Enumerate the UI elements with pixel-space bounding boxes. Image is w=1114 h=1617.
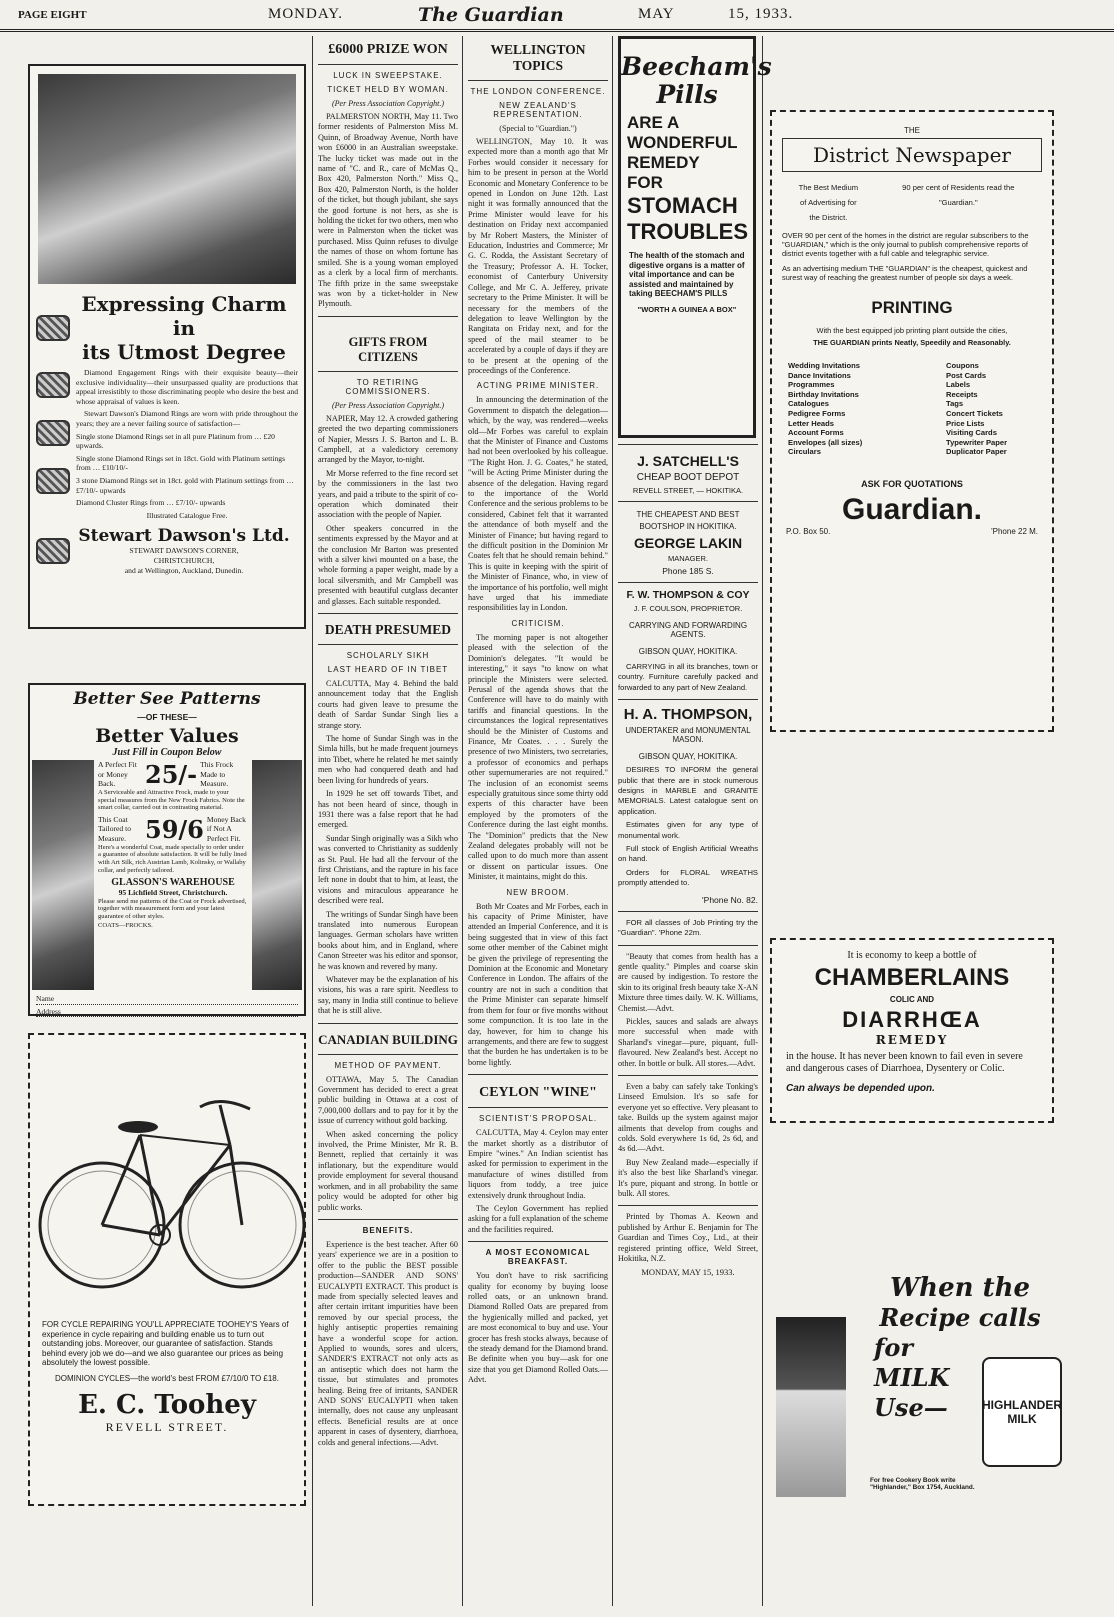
beauty-advt: "Beauty that comes from health has a gentle quality." Pimples and coarse skin are caused by indigestion. To restore the skin to its original fresh beauty take X-AN Mixture three times daily. W. K. Williams, Chemist.—Advt. — [618, 951, 758, 1013]
death-headline: DEATH PRESUMED — [324, 622, 452, 638]
beecham-tagline: "WORTH A GUINEA A BOX" — [637, 304, 737, 314]
column-3 — [468, 36, 608, 1611]
glasson-h2: —OF THESE— — [137, 712, 197, 722]
chamberlain-ad — [770, 938, 1054, 1123]
district-medium-text: "Guardian." — [938, 198, 978, 207]
ring-icon — [36, 468, 70, 494]
district-medium-text: 90 per cent of Residents read the — [902, 183, 1015, 192]
printing-note: FOR all classes of Job Printing try the "Guardian". 'Phone 22m. — [618, 917, 758, 938]
highlander-line: Recipe calls — [879, 1303, 1041, 1332]
ha-thompson-name: H. A. THOMPSON, — [623, 706, 753, 724]
glasson-h1: Better See Patterns — [73, 689, 261, 709]
column-rule — [612, 36, 613, 1606]
toohey-street: REVELL STREET. — [105, 1419, 229, 1434]
pickles-advt: Pickles, sauces and salads are always more successful when made with Sharland's vinegar—pure, piquant, full-flavoured. New Zealand's best. Accept no other. In bottle or bulk. All stores.—Advt. — [618, 1016, 758, 1068]
ha-thompson-quay: GIBSON QUAY, HOKITIKA. — [638, 752, 738, 762]
guardian-logo: Guardian. — [841, 492, 983, 526]
beecham-ad — [618, 36, 772, 438]
ceylon-body: The Ceylon Government has replied asking for a full explanation of the scheme and the facilities required. — [468, 1203, 608, 1234]
frock-desc: A Serviceable and Attractive Frock, made to your special measures from the New Frock Fabrics. Note the smart collar, carried out in contrasting material. — [98, 789, 245, 812]
toohey-ad — [28, 1033, 306, 1506]
dawson-line: Diamond Cluster Rings from … £7/10/- upwards — [76, 498, 226, 508]
fashion-illustration — [252, 760, 302, 990]
fw-thompson-body: CARRYING in all its branches, town or country. Furniture carefully packed and forwarded to any part of New Zealand. — [618, 662, 758, 692]
frock-right: This Frock Made to Measure. — [200, 760, 234, 789]
beecham-line: WONDERFUL — [627, 133, 738, 152]
satchell-manager-title: MANAGER. — [667, 554, 708, 563]
district-medium-text: the District. — [809, 213, 848, 222]
fw-thompson-name: F. W. THOMPSON & COY — [626, 589, 750, 601]
prize-body: PALMERSTON NORTH, May 11. Two former residents of Palmerston Miss M. Quinn, of Broadway Avenue, North have won £6000 in an Australian sweepstake. The lucky ticket was made out in the name of "C. and R., care of McMas Q., Box 420, Palmerston North." Miss Q., Box 420, Palmerston North, is the holder of the ticket, but though jubilant, she says the good fortune is not hers, as she is holding the ticket for two others, men who were in Palmerston when the ticket was purchased. Miss Quinn refuses to divulge the names of those on whom fortune has smiled. She is a young woman employed as a clerk by a local firm of merchants. The fifth prize in the same sweepstake was won by a ticket-holder in New Plymouth. — [318, 112, 458, 309]
chamberlain-remedy: REMEDY — [875, 1033, 949, 1047]
fw-thompson-carry: CARRYING AND FORWARDING AGENTS. — [628, 621, 748, 639]
prize-headline: £6000 PRIZE WON — [328, 42, 448, 57]
ceylon-sub: SCIENTIST'S PROPOSAL. — [478, 1114, 598, 1124]
coupon-name-field[interactable]: Name — [36, 994, 298, 1005]
benefits-headline: BENEFITS. — [362, 1225, 414, 1235]
district-medium-text: of Advertising for — [800, 198, 857, 207]
wellington-subhead: CRITICISM. — [511, 618, 565, 628]
beecham-line: FOR — [627, 173, 663, 192]
chamberlain-colic: COLIC AND — [889, 995, 935, 1004]
glasson-coupon: Please send me patterns of the Coat or Frock advertised, together with measurement form and your latest guarantee of other styles. — [98, 897, 247, 920]
ring-icon — [36, 315, 70, 341]
highlander-line: for — [874, 1333, 913, 1362]
printing-p4: THE GUARDIAN prints Neatly, Speedily and Reasonably. — [813, 338, 1011, 347]
milk-can-icon — [982, 1357, 1062, 1467]
beecham-line: ARE A — [627, 113, 680, 132]
dawson-headline-1: Expressing Charm in — [81, 292, 287, 340]
satchell-depot: CHEAP BOOT DEPOT — [636, 472, 740, 483]
column-2 — [318, 36, 458, 1611]
ha-thompson-body: Orders for FLORAL WREATHS promptly attended to. — [618, 867, 758, 888]
canadian-body: When asked concerning the policy involved, the Prime Minister, Mr R. B. Bennett, replied that certainly it was inflationary, but the expenditure would provide employment for several thousand workmen, and in all probability the same policy would be adopted for other big public works. — [318, 1129, 458, 1212]
beecham-line: STOMACH — [627, 193, 738, 218]
ha-thompson-body: Estimates given for any type of monumental work. — [618, 820, 758, 840]
frock-left: A Perfect Fit or Money Back. — [98, 760, 137, 789]
coat-right: Money Back if Not A Perfect Fit. — [206, 814, 246, 844]
column-4 — [618, 36, 772, 1611]
toohey-text: FOR CYCLE REPAIRING YOU'LL APPRECIATE TOOHEY'S Years of experience in cycle repairing and building enable us to turn out outstanding jobs. Moreover, our guarantee of satisfaction. Stands behind every job we do—and we also guarantee our prices as being absolutely the lowest possible. — [42, 1320, 289, 1368]
district-p1: OVER 90 per cent of the homes in the district are regular subscribers to the "GUARDIAN," which is the only journal to publish comprehensive reports of district events together with a full cable and telegraphic service. — [782, 231, 1029, 258]
coat-desc: Here's a wonderful Coat, made specially to order under a guarantee of absolute satisfaction. It will be fully lined with Art Silk, rich Austrian Lamb, Kolinsky, or Wallaby collar, and perfectly tailored. — [98, 843, 247, 874]
ring-icon — [36, 538, 70, 564]
dawson-addr: and at Wellington, Auckland, Dunedin. — [124, 565, 244, 575]
death-body: Whatever may be the explanation of his visions, his was a rare spirit. Needless to say, many in India still continue to believe that he is still alive. — [318, 975, 458, 1016]
district-p2: As an advertising medium THE "GUARDIAN" is the cheapest, quickest and surest way of reaching the greatest number of people six days a week. — [782, 264, 1028, 282]
dawson-addr: STEWART DAWSON'S CORNER, — [129, 546, 239, 556]
dawson-addr: CHRISTCHURCH, — [153, 555, 215, 565]
prize-credit: (Per Press Association Copyright.) — [332, 99, 444, 108]
ring-icon — [36, 372, 70, 398]
ask-quotations: ASK FOR QUOTATIONS — [861, 478, 963, 489]
district-medium-table — [782, 180, 1042, 225]
glasson-coupon-2: COATS—FROCKS. — [98, 921, 153, 929]
glasson-firm: GLASSON'S WAREHOUSE — [111, 877, 235, 889]
printing-p3: With the best equipped job printing plant outside the cities, — [816, 326, 1008, 335]
baby-advt: Even a baby can safely take Tonking's Linseed Emulsion. It's so safe for everyone yet so effective. Very pleasant to take. Builds up the system against major ailments that develop from coughs and colds. Sold everywhere 1s 6d, 2s 6d, and 4s 6d.—Advt. — [618, 1081, 758, 1154]
chamberlain-body: in the house. It has never been known to fail even in severe and dangerous cases of Diarrhoea, Dysentery or Colic. — [786, 1051, 1023, 1074]
ha-thompson-role: UNDERTAKER and MONUMENTAL MASON. — [625, 726, 751, 745]
district-newspaper-ad — [770, 110, 1054, 732]
stewart-dawson-ad — [28, 64, 306, 629]
beecham-body: The health of the stomach and digestive organs is a matter of vital importance and can be assisted and maintained by taking BEECHAM'S PILLS — [629, 251, 745, 299]
glasson-h4: Just Fill in Coupon Below — [112, 747, 222, 758]
wellington-sub: THE LONDON CONFERENCE. — [470, 87, 606, 96]
ceylon-body: CALCUTTA, May 4. Ceylon may enter the market shortly as a distributor of Empire "wines." An Indian scientist has asked for permission to experiment in the manufacture of wines distilled from liquors from toddy, a tree juice extensively drunk throughout India. — [468, 1128, 608, 1200]
ceylon-headline: CEYLON "WINE" — [479, 1085, 597, 1101]
dawson-line: Single stone Diamond Rings set in 18ct. Gold with Platinum settings from … £10/10/- — [76, 453, 286, 473]
dawson-line: Single stone Diamond Rings set in all pure Platinum from … £20 upwards. — [76, 431, 275, 451]
wellington-subhead: ACTING PRIME MINISTER. — [476, 381, 600, 391]
gifts-credit: (Per Press Association Copyright.) — [332, 400, 444, 410]
imprint-date: MONDAY, MAY 15, 1933. — [641, 1267, 735, 1278]
satchell-phone: Phone 185 S. — [662, 566, 714, 576]
glasson-addr: 95 Lichfield Street, Christchurch. — [118, 888, 228, 898]
death-body: The writings of Sundar Singh have been translated into numerous European languages. German scholars have written books about him, and in England, where Canon Streeter was his editor and sponsor, he was known and revered by many. — [318, 909, 458, 971]
district-title: District Newspaper — [782, 138, 1042, 172]
wellington-body: WELLINGTON, May 10. It was expected more than a month ago that Mr Forbes would consider it necessary for him to be present in person at the World Economic and Monetary Conference to be opened in London on June 12th. Last night it was formally announced that the Prime Minister would leave for his destination on Friday next accompanied by Mr Robert Masters, the Minister of Education, Industries and Commerce; Mr G. C. Rodda, the Assistant Secretary of the Treasury; Professor A. H. Tocker, economist of Canterbury University College, and Mr C. A. Jefferey, private secretary to the Prime Minister. It will be necessary for the members of the delegation to leave Wellington by the Rangitata on Friday next, and for the speed of the mail steamer to be accelerated by a couple of days if they are to be present at the opening of the proceedings of the Conference. — [468, 137, 608, 375]
benefits-body: Experience is the best teacher. After 60 years' experience we are in a position to offer to the public the BEST possible production—SANDER AND SONS' EUCALYPTI EXTRACT. This product is made from specially selected leaves and after certain irritant impurities have been removed by our special process, the highly antiseptic properties remaining have a wonderful scope for action. Applied to wounds, sores and ulcers, SANDER'S EXTRACT not only acts as an antiseptic which does not harm the tissue, but stimulates and promotes healing. Being free of irritants, SANDER AND SONS' EUCALYPTI when taken internally, does not cause any unpleasant effects. Beneficial results are at once apparent in cases of dysentery, diarrhoea, colds and general infections.—Advt. — [318, 1239, 458, 1447]
chamberlain-tagline: Can always be depended upon. — [786, 1083, 935, 1094]
bicycle-illustration — [30, 1035, 304, 1315]
gifts-body: NAPIER, May 12. A crowded gathering greeted the two departing commissioners of Napier, Messrs J. S. Barton and L. B. Campbell, at a valedictory ceremony arranged by the Mayor, to-night. — [318, 413, 458, 465]
toohey-name: E. C. Toohey — [78, 1389, 256, 1420]
chamberlain-brand: CHAMBERLAINS — [814, 964, 1010, 991]
wellington-body: In announcing the determination of the Government to dispatch the delegation—which, by the way, was rendered—weeks old—Mr Forbes was careful to explain that the Minister of Finance and Customs had not been overlooked by his colleague. "The Right Hon. J. G. Coates," he stated, "will be Acting Prime Minister during the absence of the delegation. Having regard to the importance of the World Conference and the serious problems to be considered, Cabinet felt that it warranted the attendance of both myself and the Minister of Finance; but having regard to the difficult position in the Dominion Mr Coates felt that he should remain behind." This is quite in keeping with the spirit of the Minister of Finance, who, in view of the importance of his portfolio, well might have urged that his immediate responsibilities lay in London. — [468, 395, 608, 613]
glasson-h3: Better Values — [95, 725, 239, 747]
highlander-small: For free Cookery Book write "Highlander," Box 1754, Auckland. — [870, 1477, 975, 1492]
wellington-body: Both Mr Coates and Mr Forbes, each in his capacity of Prime Minister, have attended an Imperial Conference, and it is being suggested that in view of this fact some other member of the Cabinet might be given the privilege of representing the Dominion at the Economic and Monetary Conference in London. The affairs of the country are not in such a condition that the Prime Minister can separate himself from them for four or five months without some compunction. It is too late in the day, however, for him to change his arrangements, and there are few to suggest that the burden he has undertaken is to be borne lightly. — [468, 901, 608, 1067]
fw-thompson-quay: GIBSON QUAY, HOKITIKA. — [638, 647, 738, 656]
coupon-address-field[interactable]: Address — [36, 1007, 298, 1018]
hand-ring-photo — [38, 74, 296, 284]
canadian-sub: METHOD OF PAYMENT. — [334, 1060, 442, 1070]
chamberlain-intro: It is economy to keep a bottle of — [847, 950, 977, 961]
beecham-brand: Beecham's Pills — [621, 52, 772, 109]
breakfast-body: You don't have to risk sacrificing quality for economy by buying loose rolled oats, or an unknown brand. Diamond Rolled Oats are prepared from the hygienically milled and packed, yet are most economical to buy and use. Your grocer has fresh stocks always, because of the steady demand for the Diamond brand. Be definite when you buy—ask for one size that you get Diamond Rolled Oats.—Advt. — [468, 1271, 608, 1385]
dawson-firm: Stewart Dawson's Ltd. — [78, 526, 290, 547]
masthead-day: MONDAY. — [268, 6, 343, 22]
satchell-manager: GEORGE LAKIN — [633, 535, 743, 551]
dawson-catalogue: Illustrated Catalogue Free. — [146, 510, 228, 520]
death-body: The home of Sundar Singh was in the Simla hills, but he made frequent journeys into Tibet, where he related he met saintly men who had conquered death and had been living for hundreds of years. — [318, 734, 458, 785]
wellington-headline: WELLINGTON TOPICS — [490, 42, 586, 73]
breakfast-headline: A MOST ECONOMICAL BREAKFAST. — [485, 1248, 591, 1267]
masthead-date: 15, 1933. — [728, 6, 794, 22]
wellington-subhead: NEW BROOM. — [506, 887, 570, 897]
fw-thompson-prop: J. F. COULSON, PROPRIETOR. — [633, 604, 743, 613]
death-body: CALCUTTA, May 4. Behind the bald announcement today that the English courts had given leave to presume the death of Sardar Sundar Singh lies a strange story. — [318, 679, 458, 730]
milk-can-label: HIGHLANDER MILK — [982, 1398, 1062, 1426]
column-rule — [762, 36, 763, 1606]
satchell-name: J. SATCHELL'S — [637, 453, 739, 469]
imprint: Printed by Thomas A. Keown and published by Arthur E. Benjamin for The Guardian and Times Coy., Ltd., at their registered printing office, Weld Street, Hokitika, N.Z. — [618, 1212, 758, 1264]
page-number: PAGE EIGHT — [18, 8, 87, 21]
district-the: THE — [904, 126, 920, 135]
satchell-street: REVELL STREET, — HOKITIKA. — [632, 486, 744, 495]
woman-illustration — [776, 1317, 846, 1497]
dawson-para: Stewart Dawson's Diamond Rings are worn with pride throughout the years; they are a never failing source of satisfaction— — [76, 409, 298, 428]
canadian-headline: CANADIAN BUILDING — [318, 1031, 458, 1047]
masthead-month: MAY — [638, 6, 675, 22]
beecham-line: REMEDY — [627, 153, 700, 172]
column-rule — [462, 36, 463, 1606]
district-phone: 'Phone 22 M. — [991, 526, 1038, 536]
dawson-line: 3 stone Diamond Rings set in 18ct. gold with Platinum settings from … £7/10/- upwards — [76, 475, 294, 495]
gifts-body: Mr Morse referred to the fine record set by the commissioners in the last two years, and paid a tribute to the spirit of co-operation which dominated their association with the people of Napier. — [318, 468, 458, 520]
chamberlain-diarrhoea: DIARRHŒA — [842, 1007, 982, 1032]
satchell-cheap: THE CHEAPEST AND BEST — [636, 510, 740, 519]
printing-list-left: Wedding Invitations Dance Invitations Programmes Birthday Invitations Catalogues Pedigree Forms Letter Heads Account Forms Envelopes (all sizes) Circulars — [788, 361, 863, 457]
ha-thompson-body: DESIRES TO INFORM the general public that there are in stock numerous designs in MARBLE and GRANITE MEMORIALS. Latest catalogue sent on application. — [618, 765, 758, 816]
masthead — [0, 0, 1114, 32]
gifts-headline: GIFTS FROM CITIZENS — [348, 334, 428, 364]
death-body: In 1929 he set off towards Tibet, and has not been heard of since, though in 1931 there was a false report that he had emerged. — [318, 789, 458, 830]
prize-sub: TICKET HELD BY WOMAN. — [327, 85, 449, 94]
toohey-cycles: DOMINION CYCLES—the world's best FROM £7/10/0 TO £18. — [55, 1373, 279, 1383]
coat-left: This Coat Tailored to Measure. — [98, 814, 131, 844]
district-medium-text: The Best Medium — [798, 183, 859, 192]
dawson-headline-2: its Utmost Degree — [82, 340, 286, 364]
beecham-line: TROUBLES — [627, 219, 748, 244]
highlander-ad — [770, 1267, 1066, 1510]
ha-thompson-body: Full stock of English Artificial Wreaths on hand. — [618, 844, 758, 864]
highlander-line: When the — [889, 1273, 1031, 1303]
ha-thompson-phone: 'Phone No. 82. — [702, 894, 758, 905]
prize-sub: LUCK IN SWEEPSTAKE. — [333, 71, 443, 80]
gifts-sub: TO RETIRING COMMISSIONERS. — [345, 377, 431, 396]
dawson-intro: Diamond Engagement Rings with their exquisite beauty—their exclusive individuality—their unsurpassed quality are productions that appeal irresistibly to those discriminating people who desire the best and whose appraisal of values is keen. — [76, 368, 298, 406]
po-box: P.O. Box 50. — [786, 526, 831, 536]
ring-icon — [36, 420, 70, 446]
satchell-cheap: BOOTSHOP IN HOKITIKA. — [639, 522, 737, 531]
printing-list-right: Coupons Post Cards Labels Receipts Tags Concert Tickets Price Lists Visiting Cards Typewriter Paper Duplicator Paper — [946, 361, 1008, 457]
buy-advt: Buy New Zealand made—especially if it's also the best like Sharland's vinegar. It's pure, piquant and strong. In bottle or bulk. All stores. — [618, 1157, 758, 1199]
death-sub: SCHOLARLY SIKH — [346, 651, 430, 661]
highlander-line: Use— — [874, 1393, 948, 1422]
canadian-body: OTTAWA, May 5. The Canadian Government has decided to erect a great public building in Ottawa at a cost of 7,000,000 dollars and to pay for it by the issue of currency without gold backing. — [318, 1074, 458, 1126]
newspaper-title: The Guardian — [418, 3, 564, 26]
wellington-special: (Special to "Guardian.") — [499, 124, 577, 133]
highlander-line: MILK — [874, 1363, 950, 1392]
death-sub: LAST HEARD OF IN TIBET — [327, 665, 449, 675]
wellington-body: The morning paper is not altogether pleased with the selection of the Dominion's delegates. "It would be interesting," it says "to know on what principle the Ministers were selected. Perusal of the agenda shows that the Conference will have to do mainly with tariffs and financial questions. In the circumstances the logical representatives should be the Minister of Customs and Finance, Mr Coates. . . . Surely the presence of two Ministers, two secretaries, a professor of economics and perhaps other supernumeraries are not required." The inclusion of an economist seems especially gratuitous since some thirty odd experts of this character have been employed by the promoters of the Conference during the last eight months. The "Dominion" predicts that the New Zealand delegates probably will not be called upon to do much more than assent or dissent on particular issues. One Minister, it maintains, might do this. — [468, 632, 608, 882]
glasson-ad — [28, 683, 306, 1016]
coat-price: 59/6 — [145, 814, 204, 844]
printing-heading: PRINTING — [871, 298, 953, 317]
death-body: Sundar Singh originally was a Sikh who was converted to Christianity as suddenly as St. Paul. He had all the fervour of the first Christians, and the rapture in his face left none in doubt that to him, at least, the visions and miraculous appearance he described were real. — [318, 833, 458, 906]
fashion-illustration — [32, 760, 94, 990]
gifts-body: Other speakers concurred in the sentiments expressed by the Mayor and at the conclusion Mr Barton was presented with a silver kiwi mounted on a base, the whole forming a paper weight, made by a local silversmith, and Mr Campbell was presented with beautiful cutglass decanter and glasses. Each suitable responded. — [318, 523, 458, 606]
column-rule — [312, 36, 313, 1606]
wellington-sub: NEW ZEALAND'S REPRESENTATION. — [493, 101, 583, 119]
frock-price: 25/- — [145, 760, 198, 789]
